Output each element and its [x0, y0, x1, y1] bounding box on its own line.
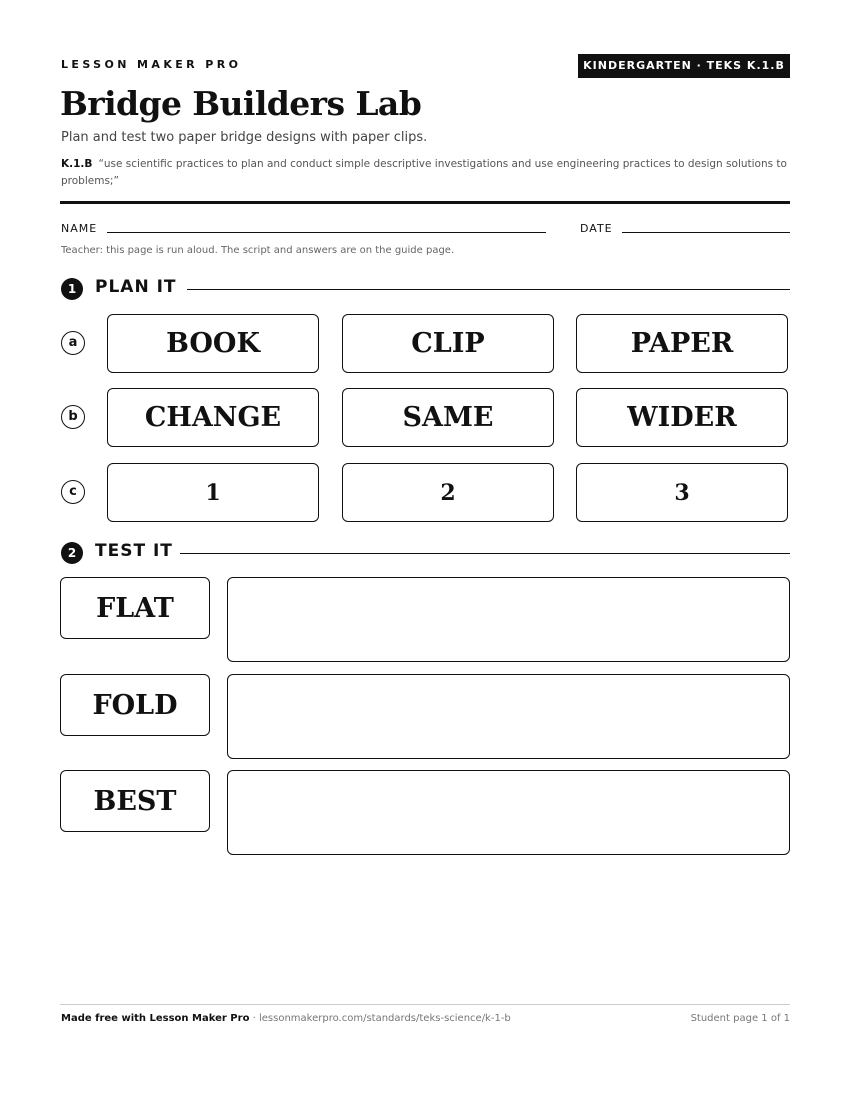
standard-text: “use scientific practices to plan and conduct simple descriptive investigations and use engineering practices to design solutions to problems;” [61, 158, 787, 187]
choice-b-3[interactable]: WIDER [576, 388, 788, 447]
choice-a-2[interactable]: CLIP [342, 314, 554, 373]
page-subtitle: Plan and test two paper bridge designs with paper clips. [61, 130, 428, 145]
section-2-number: 2 [61, 542, 83, 564]
choice-a-3[interactable]: PAPER [576, 314, 788, 373]
footer-made-with: Made free with Lesson Maker Pro [61, 1013, 250, 1024]
section-2-title: TEST IT [95, 541, 173, 561]
test-answer-box-flat[interactable] [227, 577, 790, 662]
test-answer-box-best[interactable] [227, 770, 790, 855]
date-label: DATE [580, 222, 613, 235]
section-2-rule [180, 553, 790, 554]
section-1-rule [187, 289, 790, 290]
footer-url[interactable]: lessonmakerpro.com/standards/teks-science/k-1-b [258, 1013, 511, 1024]
choice-b-2[interactable]: SAME [342, 388, 554, 447]
test-answer-box-fold[interactable] [227, 674, 790, 759]
footer-credit [61, 1013, 511, 1024]
choice-c-1[interactable]: 1 [107, 463, 319, 522]
header-divider [60, 201, 790, 204]
footer-divider [60, 1004, 790, 1005]
choice-c-2[interactable]: 2 [342, 463, 554, 522]
test-label-best: BEST [60, 770, 210, 832]
date-field-line[interactable] [622, 232, 790, 233]
footer-page-number: Student page 1 of 1 [690, 1013, 790, 1024]
name-field-line[interactable] [107, 232, 546, 233]
section-1-title: PLAN IT [95, 277, 177, 297]
footer-separator: · [249, 1013, 259, 1024]
choice-a-1[interactable]: BOOK [107, 314, 319, 373]
row-c-letter: c [61, 480, 85, 504]
name-label: NAME [61, 222, 98, 235]
row-b-letter: b [61, 405, 85, 429]
section-1-number: 1 [61, 278, 83, 300]
page-title: Bridge Builders Lab [60, 84, 422, 123]
choice-c-3[interactable]: 3 [576, 463, 788, 522]
brand-name: LESSON MAKER PRO [61, 58, 242, 71]
test-label-flat: FLAT [60, 577, 210, 639]
standard-code: K.1.B [61, 158, 93, 170]
test-label-fold: FOLD [60, 674, 210, 736]
grade-standard-badge: KINDERGARTEN · TEKS K.1.B [578, 54, 790, 78]
standard-statement [61, 156, 791, 190]
teacher-note: Teacher: this page is run aloud. The script and answers are on the guide page. [61, 245, 455, 256]
row-a-letter: a [61, 331, 85, 355]
choice-b-1[interactable]: CHANGE [107, 388, 319, 447]
